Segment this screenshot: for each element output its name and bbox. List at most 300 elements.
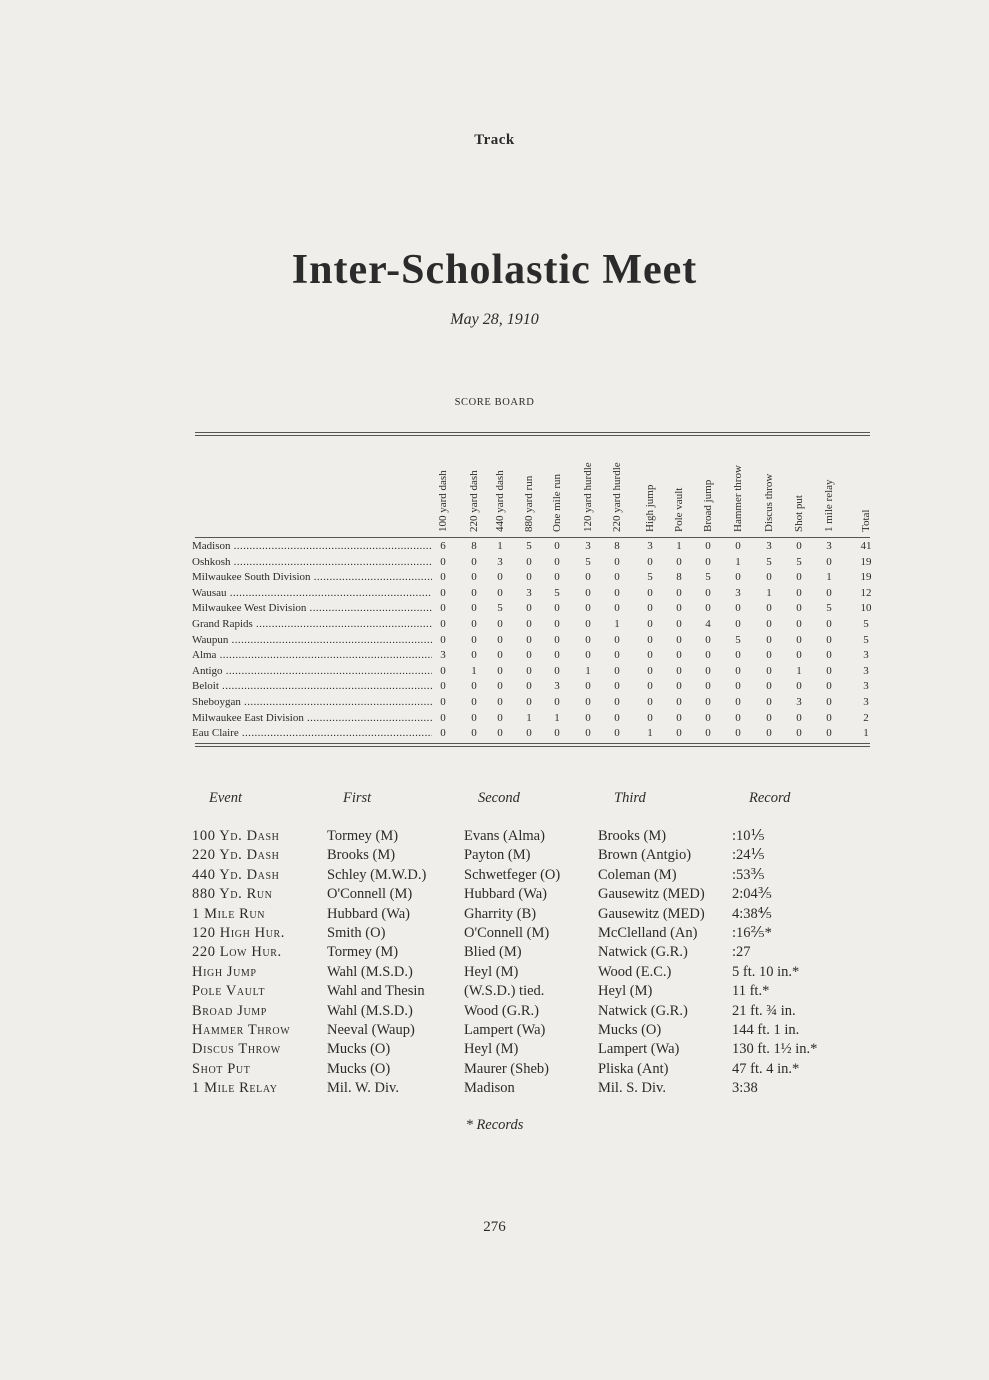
score-cell: 0 (497, 633, 503, 646)
score-cell: 0 (766, 602, 772, 615)
score-cell: 0 (647, 602, 653, 615)
score-cell: 0 (440, 680, 446, 693)
page-title: Inter-Scholastic Meet (291, 247, 698, 293)
score-cell: 3 (735, 586, 741, 599)
event-cell: 440 Yd. Dash (192, 866, 280, 883)
score-cell: 0 (796, 618, 802, 630)
score-cell: 0 (526, 649, 532, 662)
team-name: Alma ..... (192, 648, 432, 663)
score-cell: 0 (676, 711, 682, 724)
score-cell: 0 (796, 571, 802, 584)
third-cell: Lampert (Wa) (598, 1041, 680, 1058)
score-cell: 5 (647, 571, 653, 584)
score-cell: 0 (554, 649, 560, 662)
team-name: Milwaukee South Division ..... (192, 570, 432, 585)
third-cell: Brown (Antgio) (598, 847, 692, 864)
score-cell: 0 (826, 618, 832, 630)
score-cell: 0 (796, 649, 802, 662)
total-cell: 19 (860, 571, 872, 584)
result-row (0, 846, 989, 865)
total-cell: 3 (863, 696, 869, 708)
score-board-label: SCORE BOARD (454, 397, 535, 408)
score-cell: 3 (554, 680, 560, 693)
score-cell: 0 (440, 664, 446, 677)
first-cell: Hubbard (Wa) (327, 905, 410, 922)
score-cell: 0 (647, 586, 653, 599)
team-name: Sheboygan ..... (192, 695, 432, 710)
score-cell: 0 (796, 540, 802, 552)
score-cell: 0 (614, 649, 620, 662)
bottom-rule (195, 743, 870, 744)
event-cell: 220 Yd. Dash (192, 847, 280, 864)
record-cell: 144 ft. 1 in. (732, 1022, 800, 1038)
running-head: Track (474, 132, 515, 148)
meet-date: May 28, 1910 (450, 311, 539, 328)
score-cell: 0 (676, 618, 682, 630)
record-cell: 4:38⅘ (732, 905, 772, 922)
top-rule (195, 432, 870, 433)
event-cell: 1 Mile Run (192, 905, 266, 922)
second-cell: Schwetfeger (O) (464, 866, 561, 883)
score-cell: 0 (796, 602, 802, 615)
event-cell: 120 High Hur. (192, 925, 286, 941)
result-row (0, 982, 989, 1001)
score-cell: 0 (676, 555, 682, 568)
score-cell: 6 (440, 540, 446, 552)
score-cell: 0 (766, 680, 772, 693)
score-cell: 0 (614, 664, 620, 677)
score-cell: 1 (497, 540, 503, 552)
score-cell: 3 (585, 540, 591, 552)
score-cell: 0 (440, 618, 446, 630)
score-cell: 0 (705, 540, 711, 552)
score-cell: 5 (826, 602, 832, 615)
score-cell: 0 (614, 571, 620, 584)
score-cell: 0 (766, 618, 772, 630)
third-cell: McClelland (An) (598, 925, 698, 941)
team-name: Antigo ..... (192, 664, 432, 679)
score-cell: 0 (585, 680, 591, 693)
first-cell: Schley (M.W.D.) (327, 866, 427, 883)
score-cell: 0 (614, 602, 620, 615)
score-cell: 0 (497, 586, 503, 599)
score-cell: 8 (471, 540, 477, 552)
score-cell: 0 (497, 618, 503, 630)
record-cell: 130 ft. 1½ in.* (732, 1041, 818, 1058)
result-row (0, 1060, 989, 1079)
table-row (192, 648, 872, 663)
table-row (192, 679, 872, 694)
second-cell: Madison (464, 1080, 515, 1097)
second-cell: Wood (G.R.) (464, 1002, 539, 1019)
score-cell: 0 (526, 696, 532, 708)
team-name: Milwaukee West Division ..... (192, 601, 432, 616)
score-cell: 3 (526, 586, 532, 599)
score-cell: 0 (766, 571, 772, 584)
third-cell: Gausewitz (MED) (598, 886, 705, 903)
result-row (0, 1021, 989, 1040)
score-cell: 0 (471, 727, 477, 740)
third-cell: Brooks (M) (598, 828, 667, 844)
event-cell: 880 Yd. Run (192, 886, 273, 903)
table-row (192, 695, 872, 710)
team-name: Beloit ..... (192, 679, 432, 694)
score-cell: 0 (796, 727, 802, 740)
total-cell: 3 (863, 649, 869, 662)
score-cell: 0 (497, 727, 503, 740)
third-header: Third (614, 790, 646, 806)
result-row (0, 905, 989, 924)
table-row (192, 633, 872, 648)
result-row (0, 963, 989, 982)
score-cell: 0 (676, 664, 682, 677)
score-cell: 4 (705, 618, 711, 630)
first-cell: Mucks (O) (327, 1041, 391, 1058)
score-cell: 0 (471, 586, 477, 599)
score-cell: 0 (497, 696, 503, 708)
score-cell: 0 (826, 680, 832, 693)
score-cell: 0 (585, 727, 591, 740)
score-cell: 1 (826, 571, 832, 584)
score-cell: 0 (585, 696, 591, 708)
score-cell: 0 (826, 711, 832, 724)
score-cell: 0 (526, 680, 532, 693)
record-cell: :16⅖* (732, 925, 772, 941)
second-cell: O'Connell (M) (464, 925, 550, 941)
score-cell: 0 (585, 586, 591, 599)
score-cell: 0 (614, 727, 620, 740)
score-cell: 0 (526, 602, 532, 615)
score-cell: 0 (676, 727, 682, 740)
score-cell: 0 (735, 618, 741, 630)
score-cell: 0 (526, 664, 532, 677)
score-cell: 0 (526, 571, 532, 584)
score-cell: 3 (826, 540, 832, 552)
first-cell: Wahl and Thesin (327, 983, 425, 1000)
second-cell: Gharrity (B) (464, 905, 537, 922)
first-cell: Tormey (M) (327, 828, 399, 844)
score-cell: 0 (735, 680, 741, 693)
page-number: 276 (483, 1219, 506, 1235)
total-cell: 19 (860, 555, 872, 568)
column-header: 100 yard dash (437, 470, 449, 532)
score-cell: 0 (826, 586, 832, 599)
score-cell: 0 (497, 649, 503, 662)
score-cell: 0 (705, 696, 711, 708)
score-cell: 0 (647, 680, 653, 693)
score-cell: 0 (471, 649, 477, 662)
score-cell: 0 (614, 711, 620, 724)
result-row (0, 866, 989, 885)
record-cell: :10⅕ (732, 828, 765, 844)
score-cell: 0 (676, 633, 682, 646)
score-cell: 0 (705, 602, 711, 615)
column-header: Hammer throw (732, 465, 744, 532)
score-cell: 0 (614, 680, 620, 693)
score-cell: 0 (614, 555, 620, 568)
record-cell: 2:04⅗ (732, 886, 772, 903)
event-cell: Hammer Throw (192, 1022, 291, 1038)
score-cell: 0 (440, 711, 446, 724)
record-cell: 5 ft. 10 in.* (732, 963, 800, 980)
score-cell: 0 (826, 633, 832, 646)
score-cell: 1 (614, 618, 620, 630)
total-cell: 1 (863, 727, 869, 740)
score-cell: 0 (676, 649, 682, 662)
score-cell: 0 (526, 633, 532, 646)
score-cell: 0 (766, 649, 772, 662)
score-cell: 0 (585, 571, 591, 584)
first-cell: Mil. W. Div. (327, 1080, 399, 1097)
first-header: First (343, 790, 372, 806)
score-cell: 5 (705, 571, 711, 584)
record-header: Record (749, 790, 791, 806)
score-cell: 0 (647, 633, 653, 646)
score-cell: 0 (705, 649, 711, 662)
score-cell: 3 (440, 649, 446, 662)
score-cell: 1 (647, 727, 653, 740)
column-header: One mile run (551, 473, 563, 532)
score-cell: 0 (647, 649, 653, 662)
column-header: Total (860, 509, 872, 532)
second-cell: Heyl (M) (464, 963, 519, 980)
score-cell: 0 (585, 649, 591, 662)
record-cell: :24⅕ (732, 847, 765, 864)
score-cell: 0 (440, 696, 446, 708)
event-cell: Broad Jump (192, 1002, 267, 1019)
team-name: Waupun ..... (192, 633, 432, 648)
score-cell: 0 (766, 727, 772, 740)
score-cell: 0 (471, 633, 477, 646)
total-cell: 10 (860, 602, 872, 615)
event-cell: Discus Throw (192, 1041, 281, 1058)
score-cell: 0 (705, 586, 711, 599)
table-row (192, 570, 872, 585)
second-cell: Lampert (Wa) (464, 1022, 546, 1038)
score-cell: 0 (440, 571, 446, 584)
third-cell: Natwick (G.R.) (598, 944, 688, 961)
bottom-rule-inner (195, 746, 870, 747)
score-cell: 0 (705, 727, 711, 740)
second-cell: (W.S.D.) tied. (464, 983, 545, 1000)
score-cell: 0 (554, 727, 560, 740)
score-cell: 1 (526, 711, 532, 724)
second-header: Second (478, 790, 520, 806)
column-header: 440 yard dash (494, 470, 506, 532)
score-cell: 0 (440, 727, 446, 740)
team-name: Eau Claire ..... (192, 726, 432, 741)
score-cell: 5 (585, 555, 591, 568)
score-cell: 0 (471, 696, 477, 708)
score-cell: 0 (705, 555, 711, 568)
table-row (192, 586, 872, 601)
third-cell: Pliska (Ant) (598, 1060, 669, 1077)
score-cell: 0 (554, 696, 560, 708)
result-row (0, 1002, 989, 1021)
total-cell: 5 (863, 618, 869, 630)
score-cell: 0 (554, 633, 560, 646)
result-row (0, 827, 989, 846)
first-cell: Tormey (M) (327, 944, 399, 961)
score-cell: 0 (647, 618, 653, 630)
first-cell: Wahl (M.S.D.) (327, 1002, 413, 1019)
total-cell: 12 (860, 586, 872, 599)
score-cell: 0 (614, 633, 620, 646)
score-cell: 0 (705, 680, 711, 693)
header-rule (195, 537, 870, 538)
column-header: High jump (644, 484, 656, 532)
score-cell: 0 (735, 649, 741, 662)
score-cell: 0 (554, 571, 560, 584)
team-name: Grand Rapids ..... (192, 617, 432, 632)
first-cell: Mucks (O) (327, 1060, 391, 1077)
score-cell: 0 (554, 555, 560, 568)
score-cell: 0 (647, 664, 653, 677)
score-cell: 0 (614, 586, 620, 599)
table-row (192, 617, 872, 632)
score-cell: 0 (526, 555, 532, 568)
event-cell: 220 Low Hur. (192, 944, 282, 961)
score-cell: 0 (676, 680, 682, 693)
column-header: Broad jump (702, 479, 714, 532)
total-cell: 2 (863, 711, 869, 724)
score-cell: 0 (735, 696, 741, 708)
record-cell: 11 ft.* (732, 983, 770, 1000)
total-cell: 41 (860, 540, 872, 552)
third-cell: Wood (E.C.) (598, 963, 672, 980)
second-cell: Blied (M) (464, 944, 522, 961)
event-cell: 100 Yd. Dash (192, 828, 280, 844)
team-name: Milwaukee East Division ..... (192, 711, 432, 726)
column-header: 120 yard hurdle (582, 462, 594, 532)
total-cell: 5 (863, 633, 869, 646)
second-cell: Maurer (Sheb) (464, 1060, 549, 1077)
column-header: 220 yard hurdle (611, 462, 623, 532)
second-cell: Heyl (M) (464, 1041, 519, 1058)
score-cell: 5 (497, 602, 503, 615)
score-cell: 0 (614, 696, 620, 708)
records-footnote: * Records (465, 1117, 524, 1133)
team-name: Madison ..... (192, 539, 432, 554)
score-cell: 5 (766, 555, 772, 568)
event-cell: Shot Put (192, 1060, 251, 1077)
column-header: Pole vault (673, 487, 685, 532)
score-cell: 0 (735, 602, 741, 615)
first-cell: O'Connell (M) (327, 886, 413, 903)
table-row (192, 601, 872, 616)
score-cell: 0 (497, 680, 503, 693)
score-cell: 0 (497, 571, 503, 584)
record-cell: :53⅗ (732, 866, 765, 883)
score-cell: 0 (471, 602, 477, 615)
score-cell: 0 (705, 711, 711, 724)
score-cell: 0 (497, 664, 503, 677)
score-cell: 0 (585, 711, 591, 724)
column-header: 880 yard run (523, 475, 535, 532)
score-cell: 0 (766, 633, 772, 646)
third-cell: Gausewitz (MED) (598, 905, 705, 922)
record-cell: :27 (732, 944, 751, 961)
score-cell: 0 (440, 602, 446, 615)
event-cell: High Jump (192, 963, 257, 980)
score-cell: 0 (554, 602, 560, 615)
score-cell: 0 (735, 571, 741, 584)
second-cell: Payton (M) (464, 847, 531, 864)
score-cell: 0 (766, 696, 772, 708)
score-cell: 0 (585, 602, 591, 615)
score-cell: 0 (526, 618, 532, 630)
score-cell: 0 (585, 618, 591, 630)
third-cell: Mil. S. Div. (598, 1080, 666, 1097)
score-cell: 0 (554, 664, 560, 677)
score-cell: 0 (471, 571, 477, 584)
column-header: Discus throw (763, 473, 775, 532)
score-cell: 8 (676, 571, 682, 584)
score-cell: 0 (471, 680, 477, 693)
result-row (0, 885, 989, 904)
score-cell: 0 (766, 664, 772, 677)
column-header: Shot put (793, 495, 805, 532)
score-cell: 1 (766, 586, 772, 599)
score-cell: 5 (796, 555, 802, 568)
first-cell: Wahl (M.S.D.) (327, 963, 413, 980)
score-cell: 0 (497, 711, 503, 724)
score-cell: 3 (796, 696, 802, 708)
score-cell: 5 (554, 586, 560, 599)
score-cell: 0 (826, 696, 832, 708)
table-row (192, 555, 872, 570)
score-cell: 0 (796, 633, 802, 646)
column-header: 1 mile relay (823, 479, 835, 532)
first-cell: Smith (O) (327, 925, 386, 941)
result-row (0, 943, 989, 962)
first-cell: Neeval (Waup) (327, 1022, 415, 1038)
record-cell: 3:38 (732, 1080, 758, 1097)
score-cell: 1 (676, 540, 682, 552)
score-cell: 0 (676, 696, 682, 708)
score-cell: 3 (647, 540, 653, 552)
first-cell: Brooks (M) (327, 847, 396, 864)
score-cell: 0 (440, 555, 446, 568)
third-cell: Natwick (G.R.) (598, 1002, 688, 1019)
second-cell: Hubbard (Wa) (464, 886, 547, 903)
result-row (0, 924, 989, 943)
record-cell: 21 ft. ¾ in. (732, 1002, 796, 1019)
record-cell: 47 ft. 4 in.* (732, 1060, 800, 1077)
score-cell: 0 (735, 540, 741, 552)
event-header: Event (209, 790, 243, 806)
score-cell: 3 (766, 540, 772, 552)
score-cell: 0 (440, 633, 446, 646)
score-cell: 5 (526, 540, 532, 552)
event-cell: 1 Mile Relay (192, 1080, 278, 1097)
score-cell: 0 (471, 711, 477, 724)
third-cell: Coleman (M) (598, 866, 677, 883)
score-cell: 0 (705, 664, 711, 677)
score-cell: 0 (735, 727, 741, 740)
score-cell: 0 (647, 555, 653, 568)
third-cell: Heyl (M) (598, 983, 653, 1000)
score-cell: 0 (585, 633, 591, 646)
score-cell: 5 (735, 633, 741, 646)
score-cell: 0 (647, 696, 653, 708)
score-cell: 0 (796, 586, 802, 599)
score-cell: 0 (471, 618, 477, 630)
score-cell: 1 (585, 664, 591, 677)
team-name: Wausau ..... (192, 586, 432, 601)
score-cell: 1 (796, 664, 802, 677)
score-cell: 0 (705, 633, 711, 646)
